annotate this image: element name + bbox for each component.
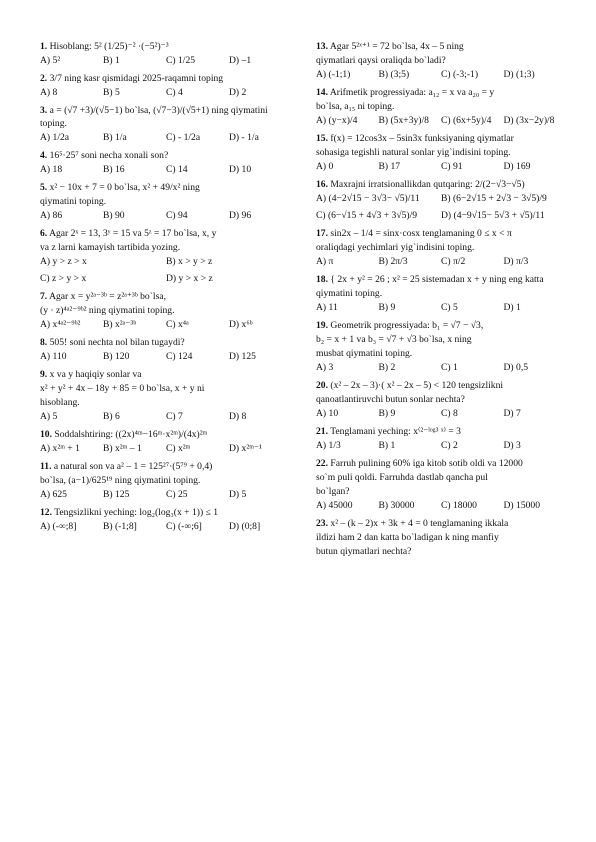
question-text [40, 104, 292, 130]
question-text-line: Arifmetik progressiyada: a₁₂ = x va a₂₀ = y [329, 87, 495, 98]
answer-option: B) (5x+3y)/8 [378, 115, 429, 126]
answer-option: A) 45000 [316, 500, 353, 511]
question-text [316, 146, 566, 159]
answer-option: C) - 1/2a [166, 132, 201, 143]
question-number: 22. [316, 458, 328, 469]
question-text-line: hisoblang. [40, 397, 80, 408]
question-20 [316, 379, 566, 420]
answer-option: A) 18 [40, 164, 63, 175]
answer-option: C) 1 [441, 362, 458, 373]
question-19 [316, 319, 566, 374]
question-2 [40, 72, 292, 99]
answer-option: C) 2 [441, 440, 458, 451]
answer-option: C) 5 [441, 302, 458, 313]
question-number: 18. [316, 274, 328, 285]
question-number: 1. [40, 41, 48, 52]
question-text [316, 531, 566, 544]
question-number: 14. [316, 87, 328, 98]
answer-option: A) 0 [316, 161, 334, 172]
question-text [40, 382, 292, 395]
answer-option: C) (6x+5y)/4 [441, 115, 492, 126]
answer-option: C) 25 [166, 489, 188, 500]
question-text-line: qiymatini toping. [40, 196, 107, 207]
answer-option: B) x²ᵐ – 1 [103, 443, 142, 454]
question-1 [40, 40, 292, 67]
answer-option: B) 1/a [103, 132, 127, 143]
question-text [40, 181, 292, 194]
answer-option: C) (-∞;6] [166, 521, 202, 532]
question-text [316, 425, 566, 438]
question-text-line: Soddalshtiring: ((2x)⁴ᵐ−16ᵐ·x²ᵐ)/(4x)²ᵐ [54, 429, 208, 440]
question-text [316, 178, 566, 191]
question-18 [316, 273, 566, 314]
answer-option: D) y > x > z [166, 273, 213, 284]
question-4 [40, 149, 292, 176]
answer-option: D) 8 [229, 411, 247, 422]
question-23 [316, 517, 566, 558]
answer-option: C) 8 [441, 408, 458, 419]
question-text [316, 54, 566, 67]
question-text [40, 368, 292, 381]
question-text [316, 273, 566, 286]
answer-row [316, 255, 566, 268]
question-text [40, 460, 292, 473]
question-text-line: sin2x – 1/4 = sinx·cosx tenglamaning 0 ≤ x < π [330, 228, 512, 239]
answer-option: D) 96 [229, 210, 252, 221]
question-text-line: 3/7 ning kasr qismidagi 2025-raqamni toping [49, 73, 224, 84]
answer-option: C) 91 [441, 161, 463, 172]
answer-option: A) (-∞;8] [40, 521, 77, 532]
answer-row [316, 68, 566, 81]
answer-option: D) (4−9√15− 5√3 + √5)/11 [441, 210, 545, 221]
question-text-line: a = (√7 +3)/(√5−1) bo`lsa, (√7−3)/(√5+1) ning qiymatini toping. [40, 105, 268, 129]
question-text-line: qiymatlari qaysi oraliqda bo`ladi? [316, 55, 446, 66]
answer-option: D) (3x−2y)/8 [503, 115, 555, 126]
question-text-line: Hisoblang: 5² (1/25)⁻² ·(−5²)⁻³ [49, 41, 169, 52]
answer-option: D) x²ᵐ⁻¹ [229, 443, 262, 454]
question-text [316, 347, 566, 360]
question-13 [316, 40, 566, 81]
question-text [316, 393, 566, 406]
question-text-line: Agar 2ˣ = 13, 3ʸ = 15 va 5ᶻ = 17 bo`lsa, x, y [49, 228, 217, 239]
answer-row [40, 255, 292, 268]
question-text [316, 319, 566, 332]
answer-option: A) π [316, 256, 334, 267]
question-number: 15. [316, 133, 328, 144]
answer-row [316, 192, 566, 205]
question-text-line: 16⁵·25⁷ soni necha xonali son? [49, 150, 169, 161]
question-text [40, 336, 292, 349]
answer-row [40, 318, 292, 331]
answer-option: C) (6−√15 + 4√3 + 3√5)/9 [316, 210, 418, 221]
question-text-line: a natural son va a² – 1 = 125²⁷·(5⁷⁹ + 0,4) [53, 461, 213, 472]
answer-option: C) 18000 [441, 500, 477, 511]
answer-option: C) 7 [166, 411, 183, 422]
question-10 [40, 428, 292, 455]
answer-option: A) 8 [40, 87, 58, 98]
answer-option: B) 90 [103, 210, 125, 221]
answer-row [316, 114, 566, 127]
question-number: 11. [40, 461, 52, 472]
question-text-line: qanoatlantiruvchi butun sonlar nechta? [316, 394, 465, 405]
question-text [316, 517, 566, 530]
answer-row [40, 163, 292, 176]
question-text-line: Geometrik progressiyada: b₁ = √7 − √3, [330, 320, 484, 331]
answer-option: D) 125 [229, 351, 256, 362]
question-15 [316, 132, 566, 173]
answer-row [316, 439, 566, 452]
answer-row [40, 520, 292, 533]
question-text [40, 290, 292, 303]
question-number: 13. [316, 41, 328, 52]
answer-option: D) 0,5 [503, 362, 529, 373]
question-text [40, 474, 292, 487]
answer-row [316, 160, 566, 173]
answer-option: B) (3;5) [378, 69, 410, 80]
question-text [316, 545, 566, 558]
question-number: 19. [316, 320, 328, 331]
question-text [316, 40, 566, 53]
answer-option: A) 110 [40, 351, 67, 362]
question-text-line: x² − 10x + 7 = 0 bo`lsa, x² + 49/x² ning [49, 182, 200, 193]
question-16 [316, 178, 566, 222]
question-text-line: ildizi ham 2 dan katta bo`ladigan k ning manfiy [316, 532, 499, 543]
question-text [316, 379, 566, 392]
answer-option: B) 6 [103, 411, 120, 422]
question-number: 17. [316, 228, 328, 239]
answer-option: A) (-1;1) [316, 69, 351, 80]
question-text-line: so`m puli qoldi. Farruhda dastlab qancha pul [316, 472, 488, 483]
answer-option: B) 5 [103, 87, 120, 98]
answer-option: D) 5 [229, 489, 247, 500]
answer-option: C) (-3;-1) [441, 69, 479, 80]
answer-option: A) 5 [40, 411, 58, 422]
answer-row [316, 407, 566, 420]
answer-option: C) 124 [166, 351, 193, 362]
question-text [40, 195, 292, 208]
question-text [40, 149, 292, 162]
question-11 [40, 460, 292, 501]
answer-option: B) 2 [378, 362, 396, 373]
question-text-line: b₂ = x + 1 va b₃ = √7 + √3 bo`lsa, x ning [316, 334, 472, 345]
answer-option: B) x > y > z [166, 256, 213, 267]
answer-option: A) 11 [316, 302, 338, 313]
question-number: 10. [40, 429, 52, 440]
answer-option: C) 1/25 [166, 55, 196, 66]
question-text [40, 72, 292, 85]
question-21 [316, 425, 566, 452]
question-text-line: qiymatini toping. [316, 288, 383, 299]
question-text [316, 132, 566, 145]
question-text-line: (x² – 2x – 3)·( x² – 2x – 5) < 120 tengsizlikni [330, 380, 504, 391]
answer-option: D) 10 [229, 164, 252, 175]
question-text [316, 287, 566, 300]
answer-row [316, 209, 566, 222]
question-text [316, 471, 566, 484]
answer-option: A) 5² [40, 55, 61, 66]
question-number: 23. [316, 518, 328, 529]
question-text [316, 86, 566, 99]
question-7 [40, 290, 292, 331]
answer-row [316, 301, 566, 314]
question-text [40, 40, 292, 53]
question-number: 9. [40, 369, 48, 380]
answer-option: D) 2 [229, 87, 247, 98]
question-9 [40, 368, 292, 423]
question-text-line: va z larni kamayish tartibida yozing. [40, 242, 181, 253]
question-5 [40, 181, 292, 222]
answer-option: D) 7 [503, 408, 521, 419]
question-number: 21. [316, 426, 328, 437]
answer-option: C) 4 [166, 87, 183, 98]
answer-option: B) 125 [103, 489, 130, 500]
question-text-line: 505! soni nechta nol bilan tugaydi? [49, 337, 185, 348]
answer-row [40, 131, 292, 144]
answer-option: D) –1 [229, 55, 252, 66]
question-text-line: Tengsizlikni yeching: log₂(log₃(x + 1)) ≤ 1 [54, 507, 219, 518]
answer-option: B) 30000 [378, 500, 415, 511]
answer-option: B) 1 [378, 440, 396, 451]
answer-option: B) 17 [378, 161, 401, 172]
question-17 [316, 227, 566, 268]
question-6 [40, 227, 292, 285]
answer-option: B) 2π/3 [378, 256, 408, 267]
answer-option: A) 1/2a [40, 132, 70, 143]
answer-option: D) (0;8] [229, 521, 261, 532]
answer-option: A) (4−2√15 − 3√3− √5)/11 [316, 193, 420, 204]
answer-option: A) 3 [316, 362, 334, 373]
answer-row [40, 54, 292, 67]
question-text-line: { 2x + y² = 26 ; x² = 25 sistemadan x + y ning eng katta [330, 274, 544, 285]
question-text [40, 227, 292, 240]
answer-option: B) 120 [103, 351, 130, 362]
question-text-line: bo`lsa, (a−1)/625¹⁹ ning qiymatini toping. [40, 475, 201, 486]
question-text [40, 241, 292, 254]
answer-option: A) 625 [40, 489, 67, 500]
answer-option: B) 16 [103, 164, 125, 175]
answer-row [316, 361, 566, 374]
question-text [316, 241, 566, 254]
question-text [40, 428, 292, 441]
answer-option: D) (1;3) [503, 69, 535, 80]
question-text-line: x² + y² + 4x – 18y + 85 = 0 bo`lsa, x + y ni [40, 383, 205, 394]
question-8 [40, 336, 292, 363]
answer-option: C) 14 [166, 164, 188, 175]
question-text-line: butun qiymatlari nechta? [316, 546, 412, 557]
question-text [40, 396, 292, 409]
question-text [316, 100, 566, 113]
answer-option: B) x²ᵃ⁻³ᵇ [103, 319, 137, 330]
answer-row [40, 272, 292, 285]
right-column [316, 40, 566, 563]
answer-option: D) 1 [503, 302, 521, 313]
answer-option: D) π/3 [503, 256, 529, 267]
answer-row [40, 488, 292, 501]
answer-option: A) x²ᵐ + 1 [40, 443, 80, 454]
answer-option: A) x⁴ᵃ²⁻⁹ᵇ² [40, 319, 81, 330]
question-text-line: sohasiga tegishli natural sonlar yig`indisini toping. [316, 147, 511, 158]
question-text-line: x² – (k – 2)x + 3k + 4 = 0 tenglamaning ikkala [330, 518, 509, 529]
question-text-line: x va y haqiqiy sonlar va [49, 369, 142, 380]
answer-option: D) 15000 [503, 500, 541, 511]
question-number: 3. [40, 105, 48, 116]
answer-option: B) (-1;8] [103, 521, 137, 532]
question-number: 5. [40, 182, 48, 193]
answer-option: B) 9 [378, 408, 396, 419]
question-text-line: bo`lgan? [316, 486, 350, 497]
question-text [316, 333, 566, 346]
answer-row [40, 350, 292, 363]
question-text [40, 304, 292, 317]
question-12 [40, 506, 292, 533]
question-text-line: Tenglamani yeching: x⁽²⁻ˡᵒᵍ³ ˣ⁾ = 3 [330, 426, 461, 437]
question-number: 8. [40, 337, 48, 348]
answer-option: C) x²ᵐ [166, 443, 191, 454]
answer-row [40, 209, 292, 222]
answer-option: D) x⁶ᵇ [229, 319, 253, 330]
question-number: 4. [40, 150, 48, 161]
answer-option: D) 169 [503, 161, 531, 172]
answer-option: C) 94 [166, 210, 188, 221]
question-text [40, 506, 292, 519]
answer-option: A) 10 [316, 408, 339, 419]
answer-option: C) z > y > x [40, 273, 87, 284]
question-number: 20. [316, 380, 328, 391]
question-number: 6. [40, 228, 48, 239]
question-text-line: oraliqdagi yechimlari yig`indisini toping. [316, 242, 475, 253]
question-14 [316, 86, 566, 127]
question-text-line: bo`lsa, a₁₅ ni toping. [316, 101, 395, 112]
question-number: 2. [40, 73, 48, 84]
question-text-line: (y · z)⁴ᵃ²⁻⁹ᵇ² ning qiymatini toping. [40, 305, 175, 316]
question-text-line: Farruh pulining 60% iga kitob sotib oldi va 12000 [330, 458, 523, 469]
question-22 [316, 457, 566, 512]
question-3 [40, 104, 292, 144]
question-text-line: Maxrajni irratsionallikdan qutqaring: 2/(2−√3−√5) [330, 179, 525, 190]
answer-option: D) - 1/a [229, 132, 259, 143]
question-number: 12. [40, 507, 52, 518]
answer-row [40, 86, 292, 99]
answer-option: B) (6−2√15 + 2√3 − 3√5)/9 [441, 193, 547, 204]
answer-option: A) 1/3 [316, 440, 341, 451]
answer-option: A) (y−x)/4 [316, 115, 358, 126]
answer-option: C) x⁴ᵃ [166, 319, 189, 330]
answer-option: A) y > z > x [40, 256, 87, 267]
question-text [316, 485, 566, 498]
answer-option: A) 86 [40, 210, 63, 221]
question-number: 7. [40, 291, 48, 302]
question-text [316, 227, 566, 240]
answer-option: B) 1 [103, 55, 120, 66]
question-text [316, 457, 566, 470]
answer-option: C) π/2 [441, 256, 466, 267]
question-text-line: Agar 5²ˣ⁺¹ = 72 bo`lsa, 4x – 5 ning [329, 41, 464, 52]
question-text-line: f(x) = 12cos3x – 5sin3x funksiyaning qiymatlar [330, 133, 514, 144]
question-text-line: Agar x = y²ᵃ⁻³ᵇ = z²ᵃ⁺³ᵇ bo`lsa, [49, 291, 166, 302]
answer-row [40, 442, 292, 455]
question-text-line: musbat qiymatini toping. [316, 348, 413, 359]
answer-row [40, 410, 292, 423]
answer-option: B) 9 [378, 302, 396, 313]
answer-option: D) 3 [503, 440, 521, 451]
question-number: 16. [316, 179, 328, 190]
left-column [40, 40, 292, 538]
answer-row [316, 499, 566, 512]
